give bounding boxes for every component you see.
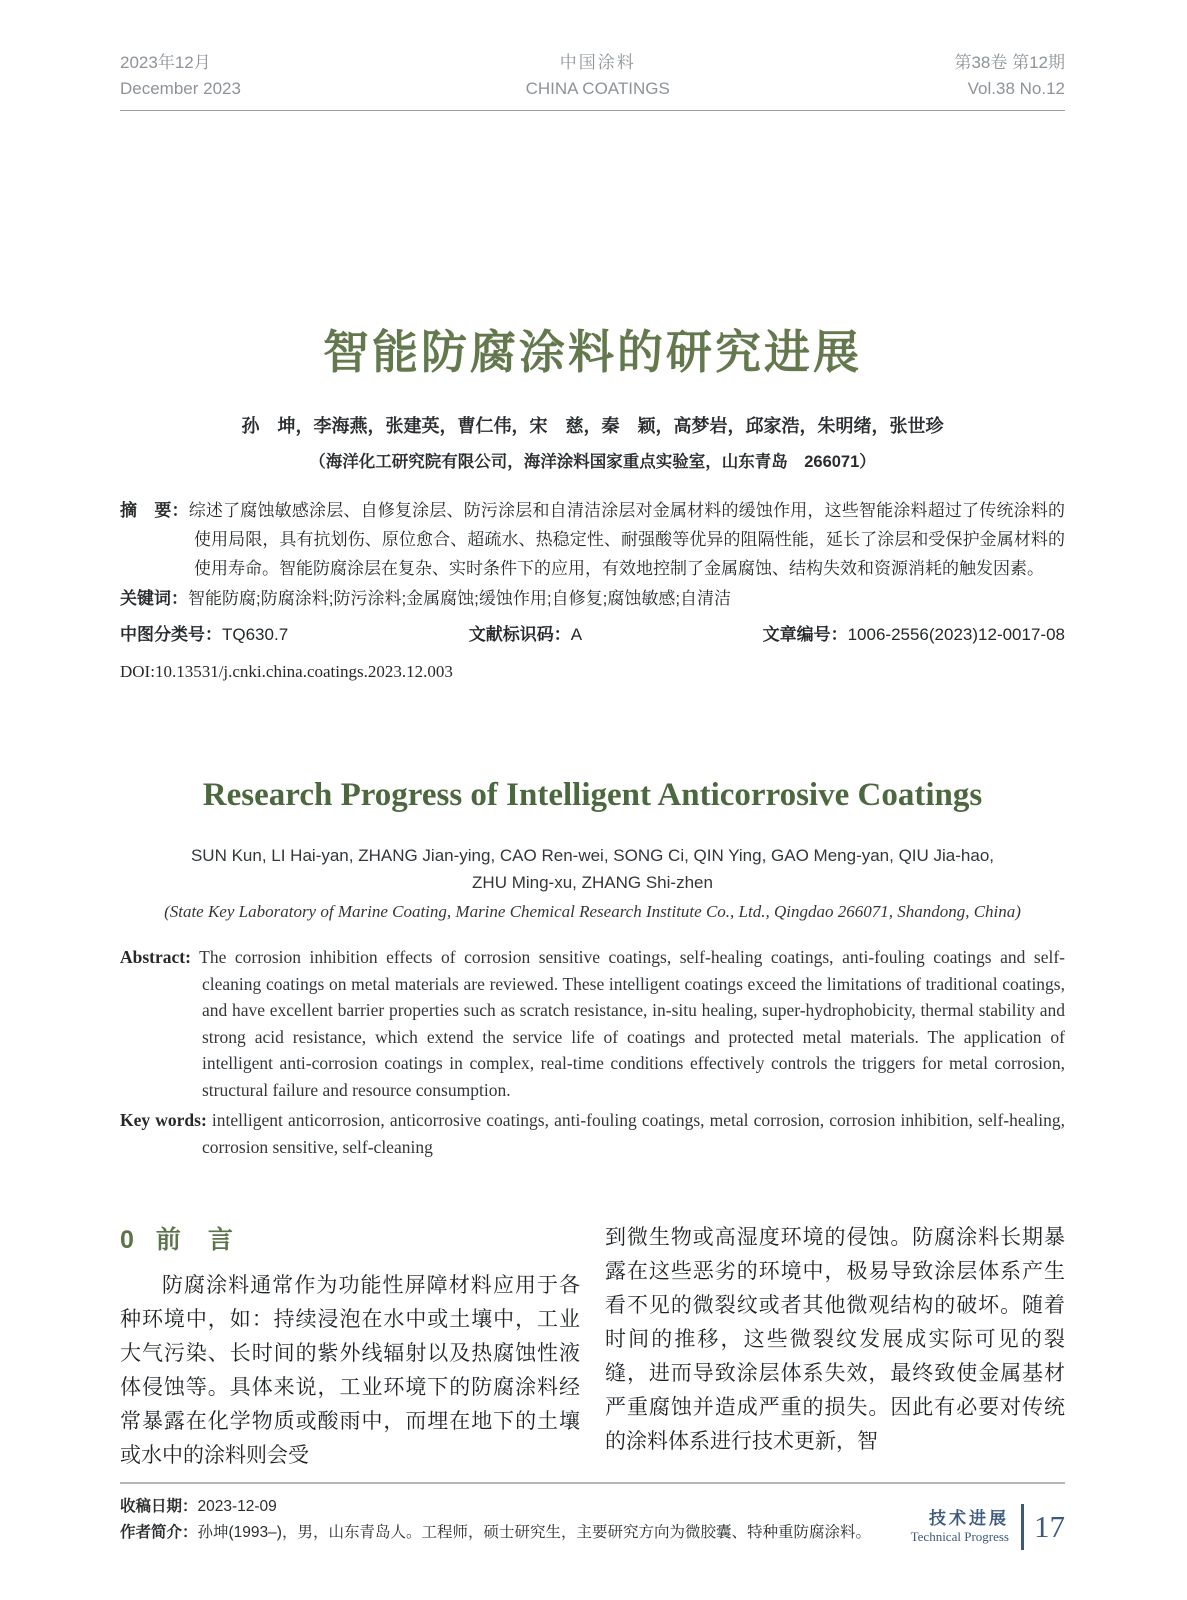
page-footer bbox=[911, 1504, 1065, 1550]
authors-en-line2: ZHU Ming-xu, ZHANG Shi-zhen bbox=[472, 873, 713, 892]
abstract-cn bbox=[120, 496, 1065, 583]
article-title-en: Research Progress of Intelligent Anticorrosive Coatings bbox=[202, 777, 983, 813]
footer-category-en: Technical Progress bbox=[910, 1529, 1009, 1544]
abstract-label-cn: 摘 要： bbox=[120, 501, 189, 520]
section-title: 前 言 bbox=[155, 1226, 234, 1254]
footnote-divider bbox=[120, 1482, 1065, 1484]
affiliation-en: (State Key Laboratory of Marine Coating, Marine Chemical Research Institute Co., Ltd., Qingdao 266071, Shandong, China) bbox=[164, 902, 1021, 921]
keywords-text-cn: 智能防腐;防腐涂料;防污涂料;金属腐蚀;缓蚀作用;自修复;腐蚀敏感;自清洁 bbox=[188, 589, 732, 608]
article-id-item bbox=[763, 621, 1065, 649]
header-issue-en: Vol.38 No.12 bbox=[967, 79, 1065, 98]
authors-en bbox=[120, 842, 1065, 896]
header-issue-cn: 第38卷 第12期 bbox=[954, 53, 1065, 72]
keywords-label-cn: 关键词： bbox=[120, 589, 188, 608]
journal-header bbox=[120, 50, 1065, 111]
page-number: 17 bbox=[1034, 1509, 1065, 1544]
received-date-label: 收稿日期： bbox=[120, 1498, 198, 1515]
clc-item bbox=[120, 621, 288, 649]
clc-label: 中图分类号： bbox=[120, 625, 222, 644]
keywords-label-en: Key words: bbox=[120, 1110, 207, 1130]
abstract-text-en: The corrosion inhibition effects of corrosion sensitive coatings, self-healing coatings, anti-fouling coatings and self-cleaning coatings on metal materials are reviewed. These intelligent coatings exceed the limitations of traditional coatings, and have excellent barrier properties such as scratch resistance, in-situ healing, super-hydrophobicity, thermal stability and strong acid resistance, which extend the service life of coatings and protected metal materials. The application of intelligent anti-corrosion coatings in complex, real-time conditions effectively controls the triggers for metal corrosion, structural failure and resource consumption. bbox=[199, 947, 1065, 1100]
body-columns bbox=[120, 1220, 1065, 1472]
abstract-block-cn bbox=[120, 496, 1065, 613]
article-id-label: 文章编号： bbox=[762, 625, 848, 644]
header-journal-en: CHINA COATINGS bbox=[525, 79, 670, 98]
article-title-cn: 智能防腐涂料的研究进展 bbox=[323, 326, 862, 378]
clc-value: TQ630.7 bbox=[222, 625, 289, 644]
author-bio-text: 孙坤(1993–)，男，山东青岛人。工程师，硕士研究生，主要研究方向为微胶囊、特种重防腐涂料。 bbox=[197, 1524, 871, 1541]
authors-cn: 孙 坤，李海燕，张建英，曹仁伟，宋 慈，秦 颖，高梦岩，邱家浩，朱明绪，张世珍 bbox=[241, 416, 944, 436]
footer-divider-bar bbox=[1021, 1504, 1024, 1550]
classification-row bbox=[120, 621, 1065, 649]
header-journal-cn: 中国涂料 bbox=[559, 53, 636, 72]
article-id-value: 1006-2556(2023)12-0017-08 bbox=[847, 625, 1065, 644]
doc-code-label: 文献标识码： bbox=[468, 625, 571, 644]
abstract-block-en bbox=[120, 944, 1065, 1160]
header-date-cn: 2023年12月 bbox=[120, 53, 211, 72]
authors-en-line1: SUN Kun, LI Hai-yan, ZHANG Jian-ying, CAO Ren-wei, SONG Ci, QIN Ying, GAO Meng-yan, QIU Jia-hao, bbox=[190, 846, 995, 865]
keywords-text-en: intelligent anticorrosion, anticorrosive coatings, anti-fouling coatings, metal corrosion, corrosion inhibition, self-healing, corrosion sensitive, self-cleaning bbox=[202, 1110, 1065, 1157]
doc-code-item bbox=[469, 621, 582, 649]
section-heading bbox=[120, 1220, 580, 1256]
body-paragraph-right: 到微生物或高湿度环境的侵蚀。防腐涂料长期暴露在这些恶劣的环境中，极易导致涂层体系产生看不见的微裂纹或者其他微观结构的破坏。随着时间的推移，这些微裂纹发展成实际可见的裂缝，进而导致涂层体系失效，最终致使金属基材严重腐蚀并造成严重的损失。因此有必要对传统的涂料体系进行技术更新，智 bbox=[605, 1225, 1065, 1453]
header-date bbox=[120, 50, 241, 102]
body-column-left bbox=[120, 1220, 580, 1472]
keywords-cn bbox=[120, 584, 1065, 613]
doi: DOI:10.13531/j.cnki.china.coatings.2023.12.003 bbox=[120, 662, 453, 681]
header-date-en: December 2023 bbox=[120, 79, 241, 98]
doc-code-value: A bbox=[570, 625, 583, 644]
abstract-text-cn: 综述了腐蚀敏感涂层、自修复涂层、防污涂层和自清洁涂层对金属材料的缓蚀作用，这些智能涂料超过了传统涂料的使用局限，具有抗划伤、原位愈合、超疏水、热稳定性、耐强酸等优异的阻隔性能，延长了涂层和受保护金属材料的使用寿命。智能防腐涂层在复杂、实时条件下的应用，有效地控制了金属腐蚀、结构失效和资源消耗的触发因素。 bbox=[188, 501, 1066, 578]
abstract-label-en: Abstract: bbox=[120, 947, 191, 967]
affiliation-cn: （海洋化工研究院有限公司，海洋涂料国家重点实验室，山东青岛 266071） bbox=[309, 453, 876, 471]
body-paragraph-left: 防腐涂料通常作为功能性屏障材料应用于各种环境中，如：持续浸泡在水中或土壤中，工业大气污染、长时间的紫外线辐射以及热腐蚀性液体侵蚀等。具体来说，工业环境下的防腐涂料经常暴露在化学物质或酸雨中，而埋在地下的土壤或水中的涂料则会受 bbox=[120, 1273, 580, 1467]
footer-category bbox=[911, 1509, 1009, 1545]
author-bio-label: 作者简介： bbox=[120, 1524, 198, 1541]
received-date-value: 2023-12-09 bbox=[197, 1498, 277, 1515]
footer-category-cn: 技术进展 bbox=[929, 1509, 1009, 1528]
body-column-right bbox=[605, 1220, 1065, 1472]
header-issue bbox=[954, 50, 1065, 102]
section-number: 0 bbox=[120, 1226, 134, 1254]
abstract-en bbox=[120, 944, 1065, 1103]
keywords-en bbox=[120, 1107, 1065, 1160]
header-journal-name bbox=[526, 50, 670, 102]
